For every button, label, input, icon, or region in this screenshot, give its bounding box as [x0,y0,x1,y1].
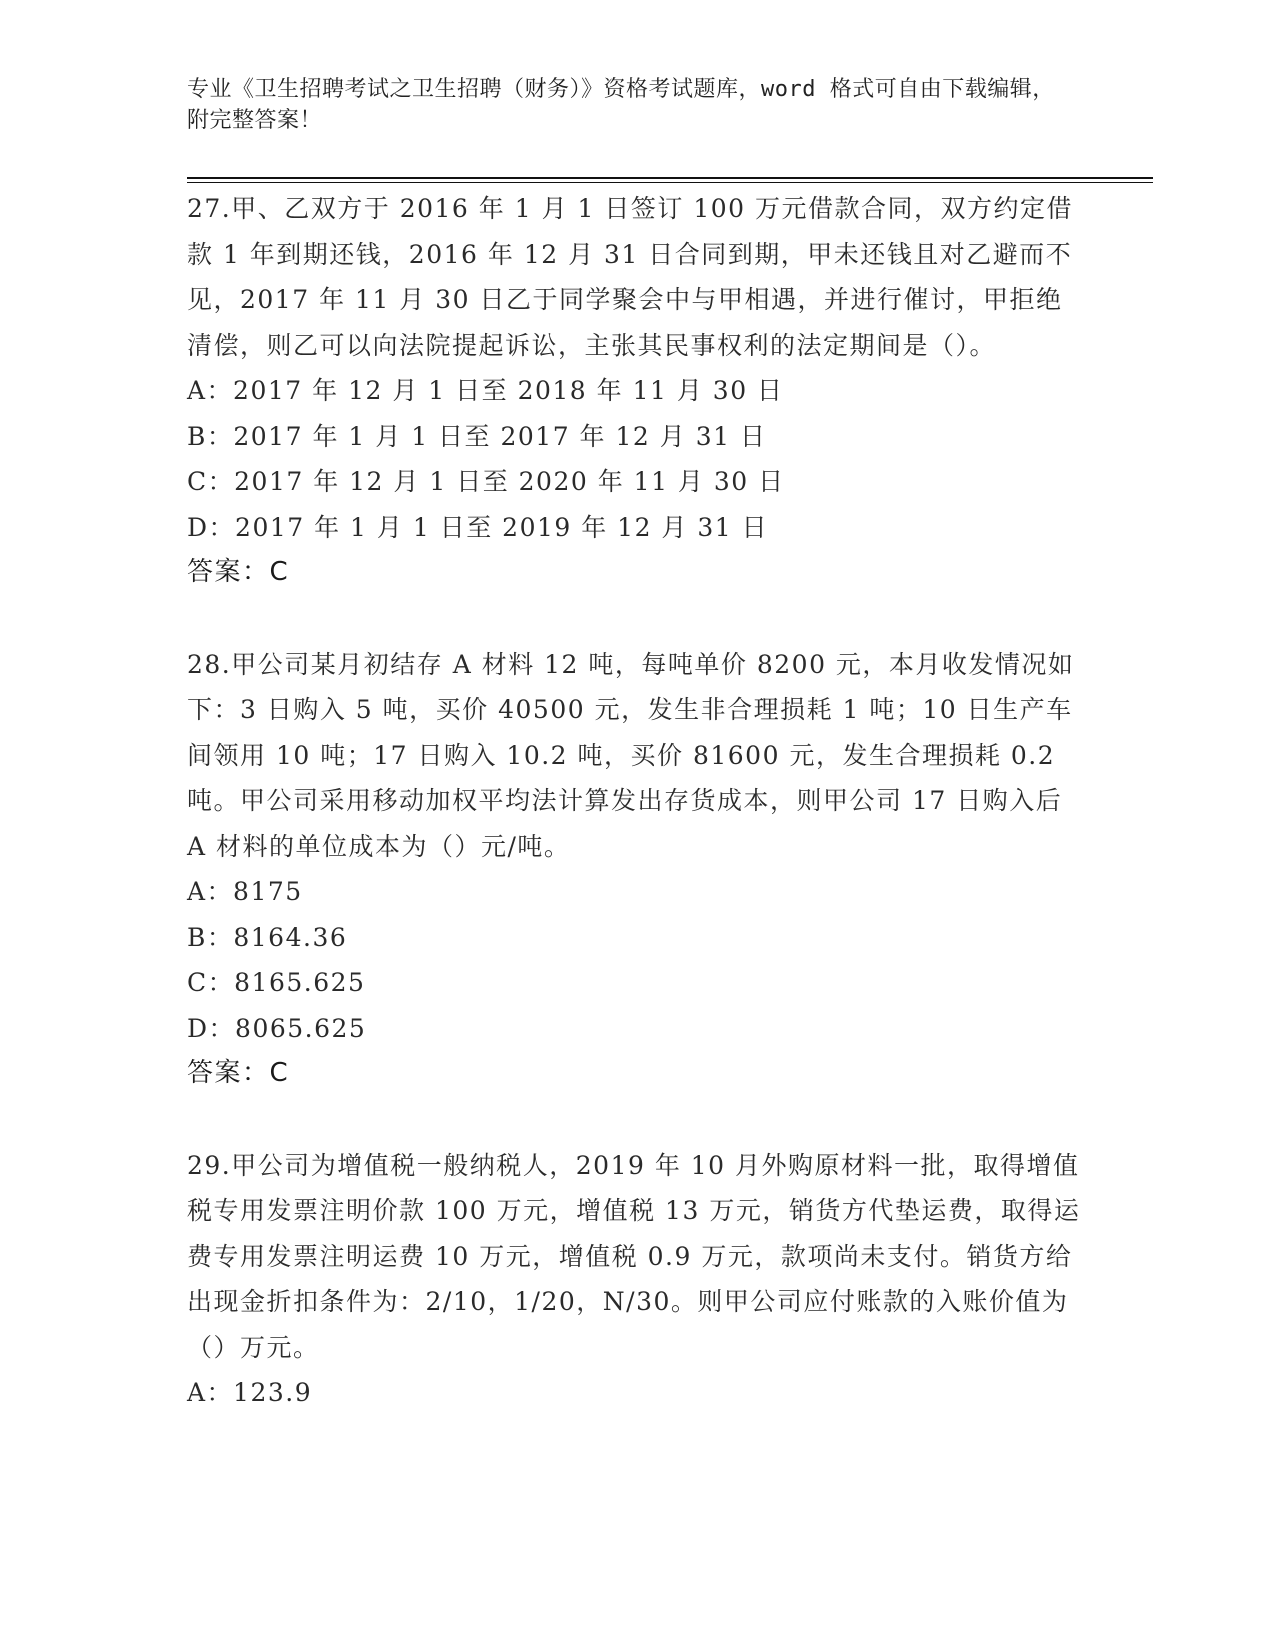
option-d: D：2017 年 1 月 1 日至 2019 年 12 月 31 日 [187,512,769,542]
option-a: A：123.9 [187,1378,313,1407]
question-stem: 29.甲公司为增值税一般纳税人，2019 年 10 月外购原材料一批，取得增值税专用发票注明价款 100 万元，增值税 13 万元，销货方代垫运费，取得运费专用发票注明运费 10 万元，增值税 0.9 万元，款项尚未支付。销货方给出现金折扣条件为：2/10，1/20，N/30。则甲公司应付账款的入账价值为（）万元。 [187,1150,1081,1362]
question-29 [187,1143,1087,1416]
header-divider-thin [187,182,1153,183]
document-header [187,74,1067,136]
option-a: A：8175 [187,877,303,906]
option-c: C：8165.625 [187,968,366,997]
option-b: B：2017 年 1 月 1 日至 2017 年 12 月 31 日 [187,421,767,451]
option-d: D：8065.625 [187,1013,367,1043]
spacer [187,596,1087,642]
option-c: C：2017 年 12 月 1 日至 2020 年 11 月 30 日 [187,467,785,496]
option-b: B：8164.36 [187,922,348,952]
header-divider [187,177,1153,179]
question-27 [187,186,1087,596]
spacer [187,1097,1087,1143]
answer-line: 答案：C [187,557,290,587]
option-a: A：2017 年 12 月 1 日至 2018 年 11 月 30 日 [187,376,784,405]
question-stem: 28.甲公司某月初结存 A 材料 12 吨，每吨单价 8200 元，本月收发情况如下：3 日购入 5 吨，买价 40500 元，发生非合理损耗 1 吨；10 日生产车间领用 10 吨；17 日购入 10.2 吨，买价 81600 元，发生合理损耗 0.2 吨。甲公司采用移动加权平均法计算发出存货成本，则甲公司 17 日购入后 A 材料的单位成本为（）元/吨。 [187,649,1075,861]
answer-line: 答案：C [187,1058,290,1088]
question-stem: 27.甲、乙双方于 2016 年 1 月 1 日签订 100 万元借款合同，双方约定借款 1 年到期还钱，2016 年 12 月 31 日合同到期，甲未还钱且对乙避而不见，2017 年 11 月 30 日乙于同学聚会中与甲相遇，并进行催讨，甲拒绝清偿，则乙可以向法院提起诉讼，主张其民事权利的法定期间是（）。 [187,194,1073,360]
question-list [187,186,1087,1416]
question-28 [187,642,1087,1097]
header-text: 专业《卫生招聘考试之卫生招聘（财务）》资格考试题库，word 格式可自由下载编辑，附完整答案！ [187,77,1055,133]
